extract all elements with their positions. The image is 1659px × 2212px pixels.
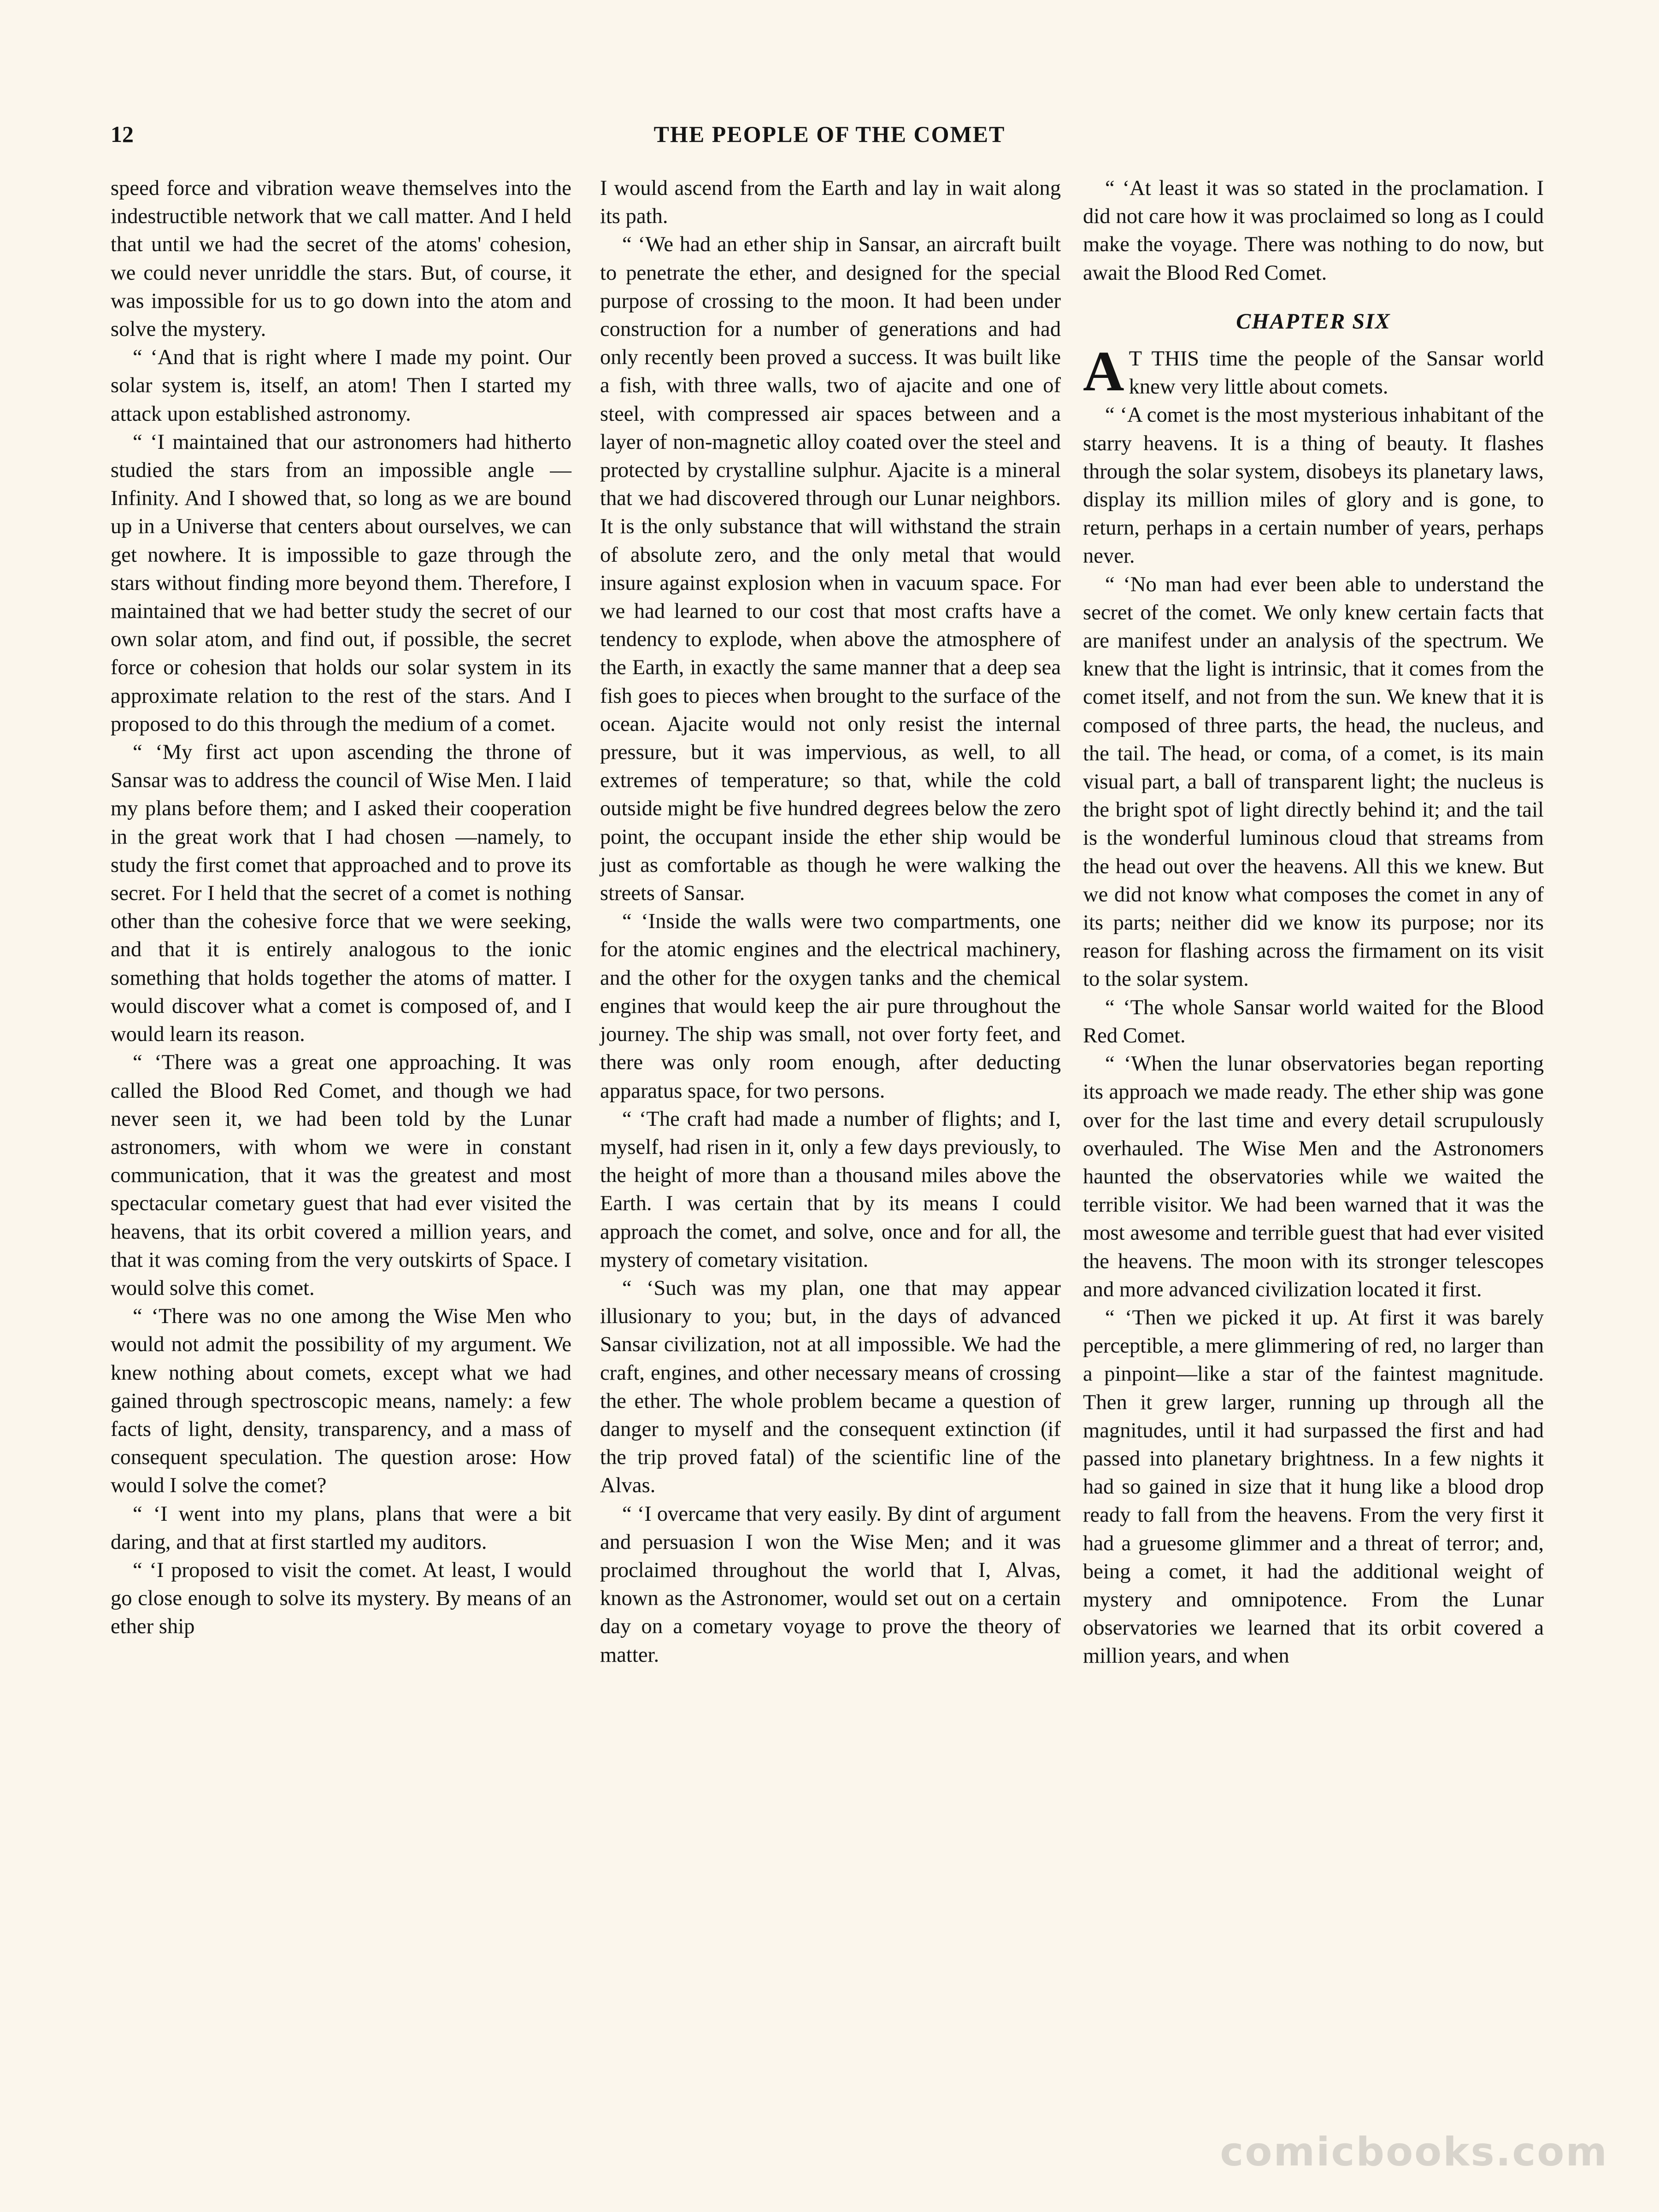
chapter-opening-text: T THIS time the people of the Sansar world knew very little about comets.	[1129, 347, 1544, 399]
watermark: comicbooks.com	[1220, 2129, 1608, 2175]
paragraph: “ ‘When the lunar observatories began reporting its approach we made ready. The ether ship was gone over for the last time and every detail scrupulously overhauled. The Wise Men and the Astronomers haunted the observatories while we waited the terrible visitor. We had been warned that it was the most awesome and terrible guest that had ever visited the heavens. The moon with its stronger telescopes and more advanced civilization located it first.	[1083, 1052, 1544, 1301]
paragraph: “ ‘And that is right where I made my point. Our solar system is, itself, an atom! Then I started my attack upon established astronomy.	[111, 345, 571, 426]
text-column-2	[600, 174, 1061, 1669]
paragraph: “ ‘I proposed to visit the comet. At least, I would go close enough to solve its mystery. By means of an ether ship	[111, 1558, 571, 1639]
paragraph: “ ‘Inside the walls were two compartments, one for the atomic engines and the electrical machinery, and the other for the oxygen tanks and the chemical engines that would keep the air pure throughout the journey. The ship was small, not over forty feet, and there was only room enough, after deducting apparatus space, for two persons.	[600, 909, 1061, 1103]
paragraph: speed force and vibration weave themselves into the indestructible network that we call matter. And I held that until we had the secret of the atoms' cohesion, we could never unriddle the stars. But, of course, it was impossible for us to go down into the atom and solve the mystery.	[111, 176, 571, 341]
paragraph: “ ‘I maintained that our astronomers had hitherto studied the stars from an impossible angle — Infinity. And I showed that, so long as we are bound up in a Universe that centers about ourselves, we can get nowhere. It is impossible to gaze through the stars without finding more beyond them. Therefore, I maintained that we had better study the secret of our own solar atom, and find out, if possible, the secret force or cohesion that holds our solar system in its approximate relation to the rest of the stars. And I proposed to do this through the medium of a comet.	[111, 429, 571, 736]
running-head-title: THE PEOPLE OF THE COMET	[653, 121, 1006, 147]
drop-cap: A	[1083, 340, 1124, 403]
chapter-heading: CHAPTER SIX	[1236, 309, 1391, 334]
paragraph: “ ‘I overcame that very easily. By dint of argument and persuasion I won the Wise Men; and it was proclaimed throughout the world that I, Alvas, known as the Astronomer, would set out on a certain day on a cometary voyage to prove the theory of matter.	[600, 1501, 1061, 1667]
paragraph: “ ‘At least it was so stated in the proclamation. I did not care how it was proclaimed so long as I could make the voyage. There was nothing to do now, but await the Blood Red Comet.	[1083, 176, 1544, 285]
text-column-3	[1083, 174, 1544, 1671]
paragraph: “ ‘A comet is the most mysterious inhabitant of the starry heavens. It is a thing of beauty. It flashes through the solar system, disobeys its planetary laws, display its million miles of glory and is gone, to return, perhaps in a certain number of years, perhaps never.	[1083, 403, 1544, 568]
paragraph: “ ‘My first act upon ascending the throne of Sansar was to address the council of Wise Men. I laid my plans before them; and I asked their cooperation in the great work that I had chosen —namely, to study the first comet that approached and to prove its secret. For I held that the secret of a comet is nothing other than the cohesive force that we were seeking, and that it is entirely analogous to the ionic something that holds together the atoms of matter. I would discover what a comet is composed of, and I would learn its reason.	[111, 740, 571, 1047]
paragraph: “ ‘I went into my plans, plans that were a bit daring, and that at first startled my auditors.	[111, 1501, 571, 1554]
paragraph: “ ‘No man had ever been able to understand the secret of the comet. We only knew certain facts that are manifest under an analysis of the spectrum. We knew that the light is intrinsic, that it comes from the comet itself, and not from the sun. We knew that it is composed of three parts, the head, the nucleus, and the tail. The head, or coma, of a comet, is its main visual part, a ball of transparent light; the nucleus is the bright spot of light directly behind it; and the tail is the wonderful luminous cloud that streams from the head out over the heavens. All this we knew. But we did not know what composes the comet in any of its parts; neither did we know its purpose; nor its reason for flashing across the firmament on its visit to the solar system.	[1083, 572, 1544, 991]
chapter-opening-paragraph	[1083, 340, 1544, 403]
paragraph: “ ‘There was a great one approaching. It was called the Blood Red Comet, and though we had never seen it, we had been told by the Lunar astronomers, with whom we were in constant communication, that it was the greatest and most spectacular cometary guest that had ever visited the heavens, that its orbit covered a million years, and that it was coming from the very outskirts of Space. I would solve this comet.	[111, 1050, 571, 1300]
paragraph: “ ‘Such was my plan, one that may appear illusionary to you; but, in the days of advanced Sansar civilization, not at all impossible. We had the craft, engines, and other necessary means of crossing the ether. The whole problem became a question of danger to myself and the consequent extinction (if the trip proved fatal) of the scientific line of the Alvas.	[600, 1276, 1061, 1498]
paragraph: “ ‘The whole Sansar world waited for the Blood Red Comet.	[1083, 995, 1544, 1047]
paragraph: “ ‘Then we picked it up. At first it was barely perceptible, a mere glimmering of red, no larger than a pinpoint—like a star of the faintest magnitude. Then it grew larger, running up through all the magnitudes, until it had surpassed the first and had passed into planetary brightness. In a few nights it had so gained in size that it hung like a blood drop ready to fall from the heavens. From the very first it had a gruesome glimmer and a threat of terror; and, being a comet, it had the additional weight of mystery and omnipotence. From the Lunar observatories we learned that its orbit covered a million years, and when	[1083, 1305, 1544, 1668]
page-number: 12	[111, 121, 134, 147]
text-column-1	[111, 174, 571, 1641]
paragraph: “ ‘The craft had made a number of flights; and I, myself, had risen in it, only a few days previously, to the height of more than a thousand miles above the Earth. I was certain that by its means I could approach the comet, and solve, once and for all, the mystery of cometary visitation.	[600, 1106, 1061, 1272]
paragraph: “ ‘There was no one among the Wise Men who would not admit the possibility of my argument. We knew nothing about comets, except what we had gained through spectroscopic means, namely: a few facts of light, density, transparency, and a mass of consequent speculation. The question arose: How would I solve the comet?	[111, 1304, 571, 1498]
paragraph: “ ‘We had an ether ship in Sansar, an aircraft built to penetrate the ether, and designed for the special purpose of crossing to the moon. It had been under construction for a number of generations and had only recently been proved a success. It was built like a fish, with three walls, two of ajacite and one of steel, with compressed air spaces between and a layer of non-magnetic alloy coated over the steel and protected by crystalline sulphur. Ajacite is a mineral that we had discovered through our Lunar neighbors. It is the only substance that will withstand the strain of absolute zero, and the only metal that would insure against explosion when in vacuum space. For we had learned to our cost that most crafts have a tendency to explode, when above the atmosphere of the Earth, in exactly the same manner that a deep sea fish goes to pieces when brought to the surface of the ocean. Ajacite would not only resist the internal pressure, but it was impervious, as well, to all extremes of temperature; so that, while the cold outside might be five hundred degrees below the zero point, the occupant inside the ether ship would be just as comfortable as though he were walking the streets of Sansar.	[600, 232, 1061, 906]
paragraph: I would ascend from the Earth and lay in wait along its path.	[600, 176, 1061, 229]
